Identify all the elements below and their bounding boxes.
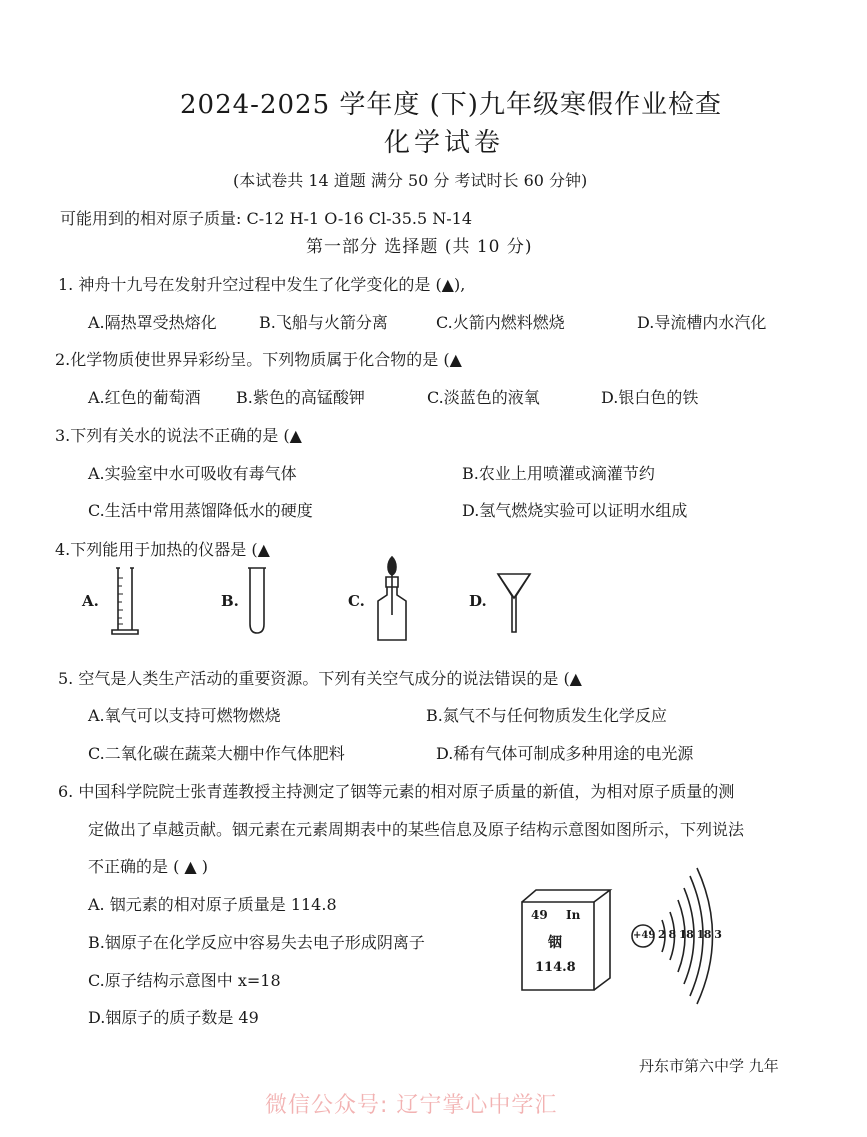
exam-subtitle: 化学试卷 [384,128,505,158]
q2-option-a: A.红色的葡萄酒 [88,388,201,407]
atom-structure-diagram [628,864,728,1014]
element-name: 铟 [548,935,562,951]
q6-option-b: B.铟原子在化学反应中容易失去电子形成阴离子 [88,933,425,952]
element-mass: 114.8 [535,960,576,975]
element-card [516,886,616,994]
graduated-cylinder-icon [108,566,142,638]
exam-title: 2024-2025 学年度 (下)九年级寒假作业检查 [180,90,722,120]
q6-option-d: D.铟原子的质子数是 49 [88,1008,259,1027]
test-tube-icon [246,566,268,636]
q4-option-a: A. [82,592,99,610]
q3-option-c: C.生活中常用蒸馏降低水的硬度 [88,501,313,520]
element-symbol: In [566,908,581,922]
q1-option-d: D.导流槽内水汽化 [637,313,767,332]
school-footer: 丹东市第六中学 九年 [639,1057,779,1075]
q2-option-d: D.银白色的铁 [601,388,699,407]
atomic-mass-line: 可能用到的相对原子质量: C-12 H-1 O-16 Cl-35.5 N-14 [60,209,472,228]
q5-option-a: A.氧气可以支持可燃物燃烧 [88,706,281,725]
q3-option-d: D.氢气燃烧实验可以证明水组成 [462,501,688,520]
question-6-stem-line-1: 6. 中国科学院院士张青莲教授主持测定了铟等元素的相对原子质量的新值，为相对原子质量的测 [58,782,735,801]
question-2-stem: 2.化学物质使世界异彩纷呈。下列物质属于化合物的是 (▲ [55,350,462,369]
funnel-icon [496,570,532,634]
q6-option-a: A. 铟元素的相对原子质量是 114.8 [88,895,337,914]
q5-option-d: D.稀有气体可制成多种用途的电光源 [436,744,694,763]
q3-option-a: A.实验室中水可吸收有毒气体 [88,464,297,483]
q1-option-c: C.火箭内燃料燃烧 [436,313,565,332]
question-6-stem-line-3: 不正确的是 ( ▲ ) [88,857,209,876]
q6-option-c: C.原子结构示意图中 x=18 [88,971,281,990]
exam-info: (本试卷共 14 道题 满分 50 分 考试时长 60 分钟) [233,171,588,190]
q5-option-b: B.氮气不与任何物质发生化学反应 [426,706,667,725]
q1-option-b: B.飞船与火箭分离 [259,313,388,332]
q2-option-c: C.淡蓝色的液氧 [427,388,540,407]
question-6-stem-line-2: 定做出了卓越贡献。铟元素在元素周期表中的某些信息及原子结构示意图如图所示，下列说法 [88,820,745,839]
element-atomic-number: 49 [531,908,548,922]
q4-option-b: B. [221,592,239,610]
section-heading: 第一部分 选择题 (共 10 分) [306,237,533,257]
q1-option-a: A.隔热罩受热熔化 [88,313,217,332]
q5-option-c: C.二氧化碳在蔬菜大棚中作气体肥料 [88,744,345,763]
dropper-bottle-icon [372,555,412,643]
question-5-stem: 5. 空气是人类生产活动的重要资源。下列有关空气成分的说法错误的是 (▲ [58,669,582,688]
watermark: 微信公众号: 辽宁掌心中学汇 [265,1093,558,1118]
q4-option-c: C. [348,592,365,610]
question-1-stem: 1. 神舟十九号在发射升空过程中发生了化学变化的是 (▲), [58,275,466,294]
question-4-stem: 4.下列能用于加热的仪器是 (▲ [55,540,270,559]
q4-option-d: D. [469,592,487,610]
question-3-stem: 3.下列有关水的说法不正确的是 (▲ [55,426,302,445]
q3-option-b: B.农业上用喷灌或滴灌节约 [462,464,655,483]
atom-nucleus-charge: +49 [633,930,656,941]
q2-option-b: B.紫色的高锰酸钾 [236,388,365,407]
atom-shell-electrons: 2 8 18 18 3 [658,928,722,941]
element-card-frame [516,886,616,994]
